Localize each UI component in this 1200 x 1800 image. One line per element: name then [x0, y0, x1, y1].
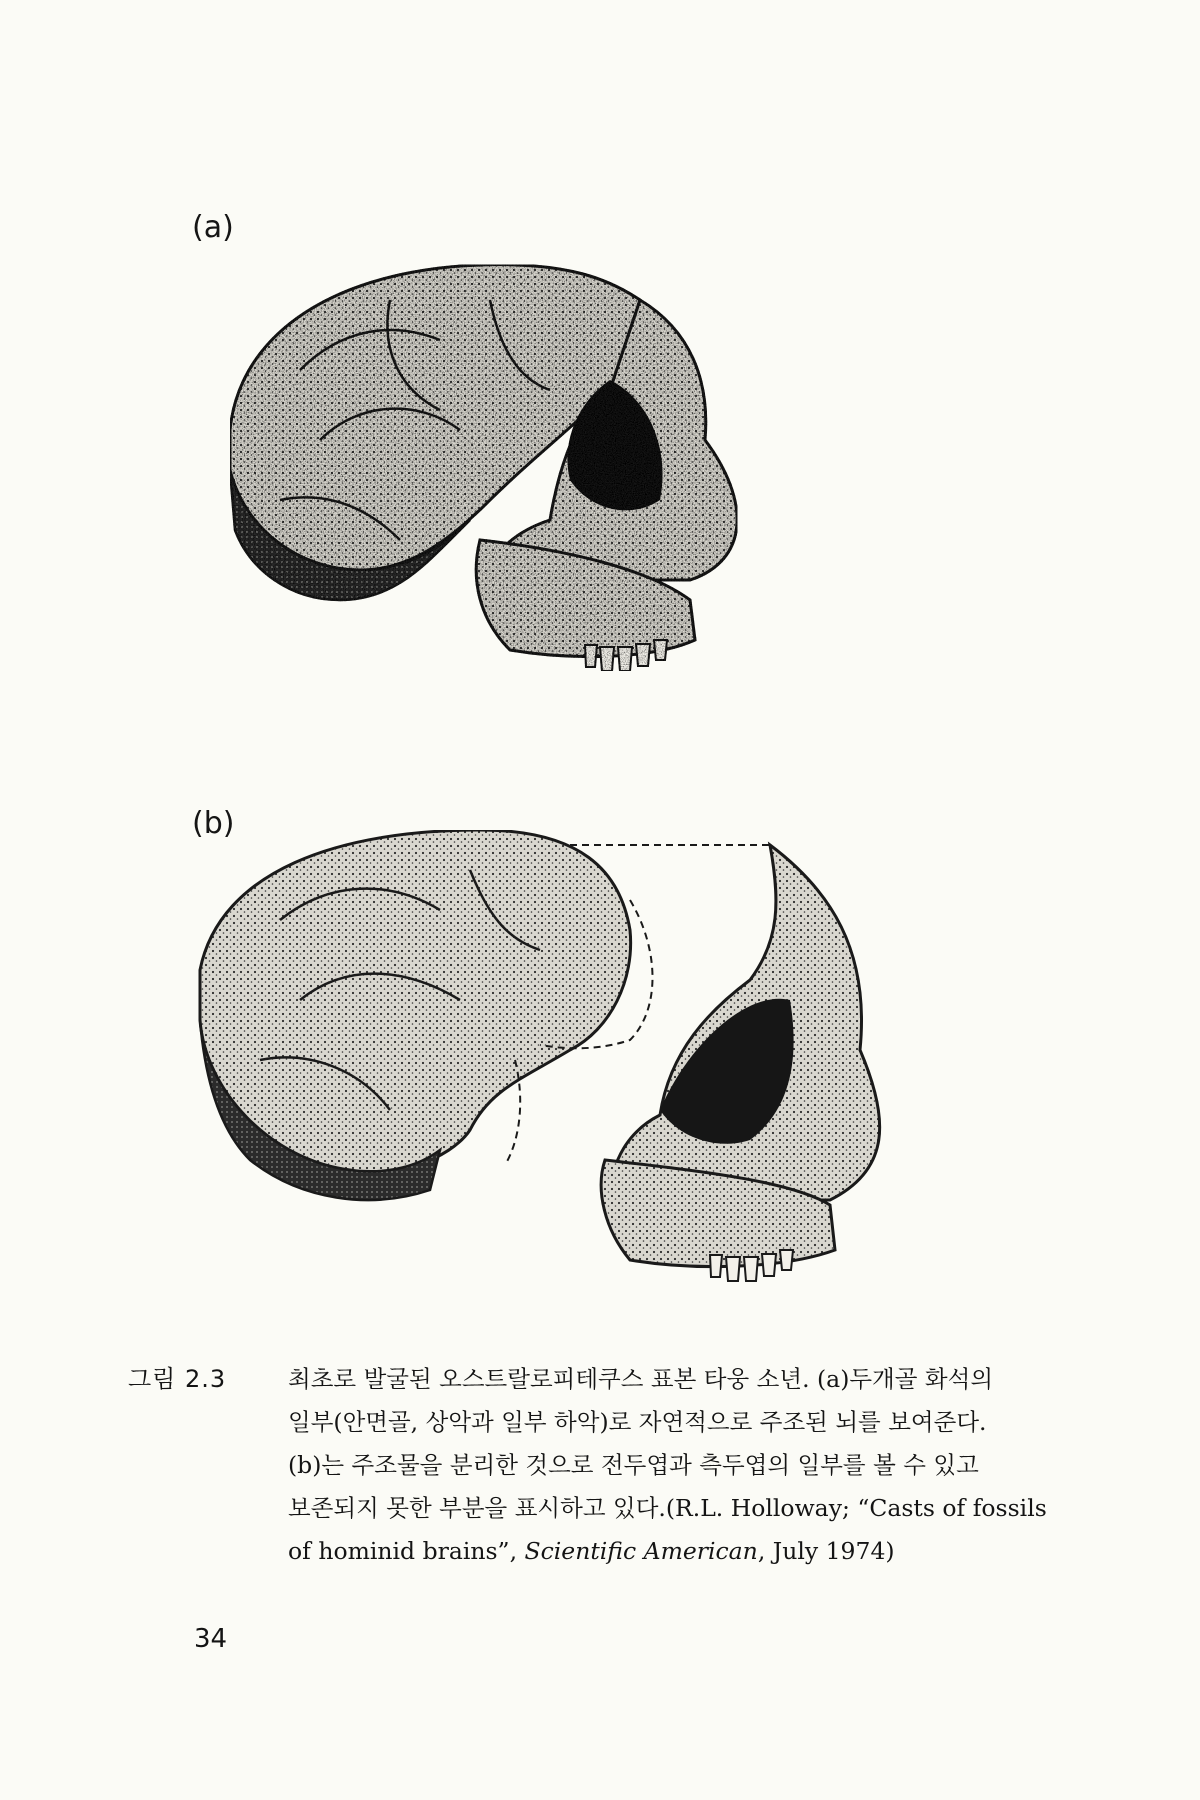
- page-number: 34: [194, 1624, 228, 1654]
- endocast-b: [200, 830, 631, 1200]
- cranium-a: [230, 265, 737, 671]
- caption-line: (b)는 주조물을 분리한 것으로 전두엽과 측두엽의 일부를 볼 수 있고: [288, 1451, 979, 1479]
- citation-date: , July 1974): [757, 1537, 895, 1565]
- figure-number: 그림 2.3: [128, 1365, 227, 1393]
- caption-line: 최초로 발굴된 오스트랄로피테쿠스 표본 타웅 소년. (a)두개골 화석의: [288, 1365, 994, 1393]
- journal-title: Scientific American: [524, 1537, 758, 1565]
- skull-illustration-a: [190, 240, 810, 740]
- caption-line: 보존되지 못한 부분을 표시하고 있다.(R.L. Holloway; “Casts of fossils: [288, 1494, 1047, 1522]
- panel-a-label: (a): [192, 210, 234, 245]
- caption-line: 일부(안면골, 상악과 일부 하악)로 자연적으로 주조된 뇌를 보여준다.: [288, 1408, 987, 1436]
- facial-skeleton-b: [601, 845, 880, 1281]
- caption-text: [288, 1358, 1088, 1573]
- citation-text: of hominid brains”,: [288, 1537, 525, 1565]
- skull-illustration-b: [190, 830, 1010, 1340]
- figure-caption: [128, 1358, 1088, 1573]
- panel-b-label: (b): [192, 806, 235, 841]
- caption-line-last: [288, 1530, 1088, 1573]
